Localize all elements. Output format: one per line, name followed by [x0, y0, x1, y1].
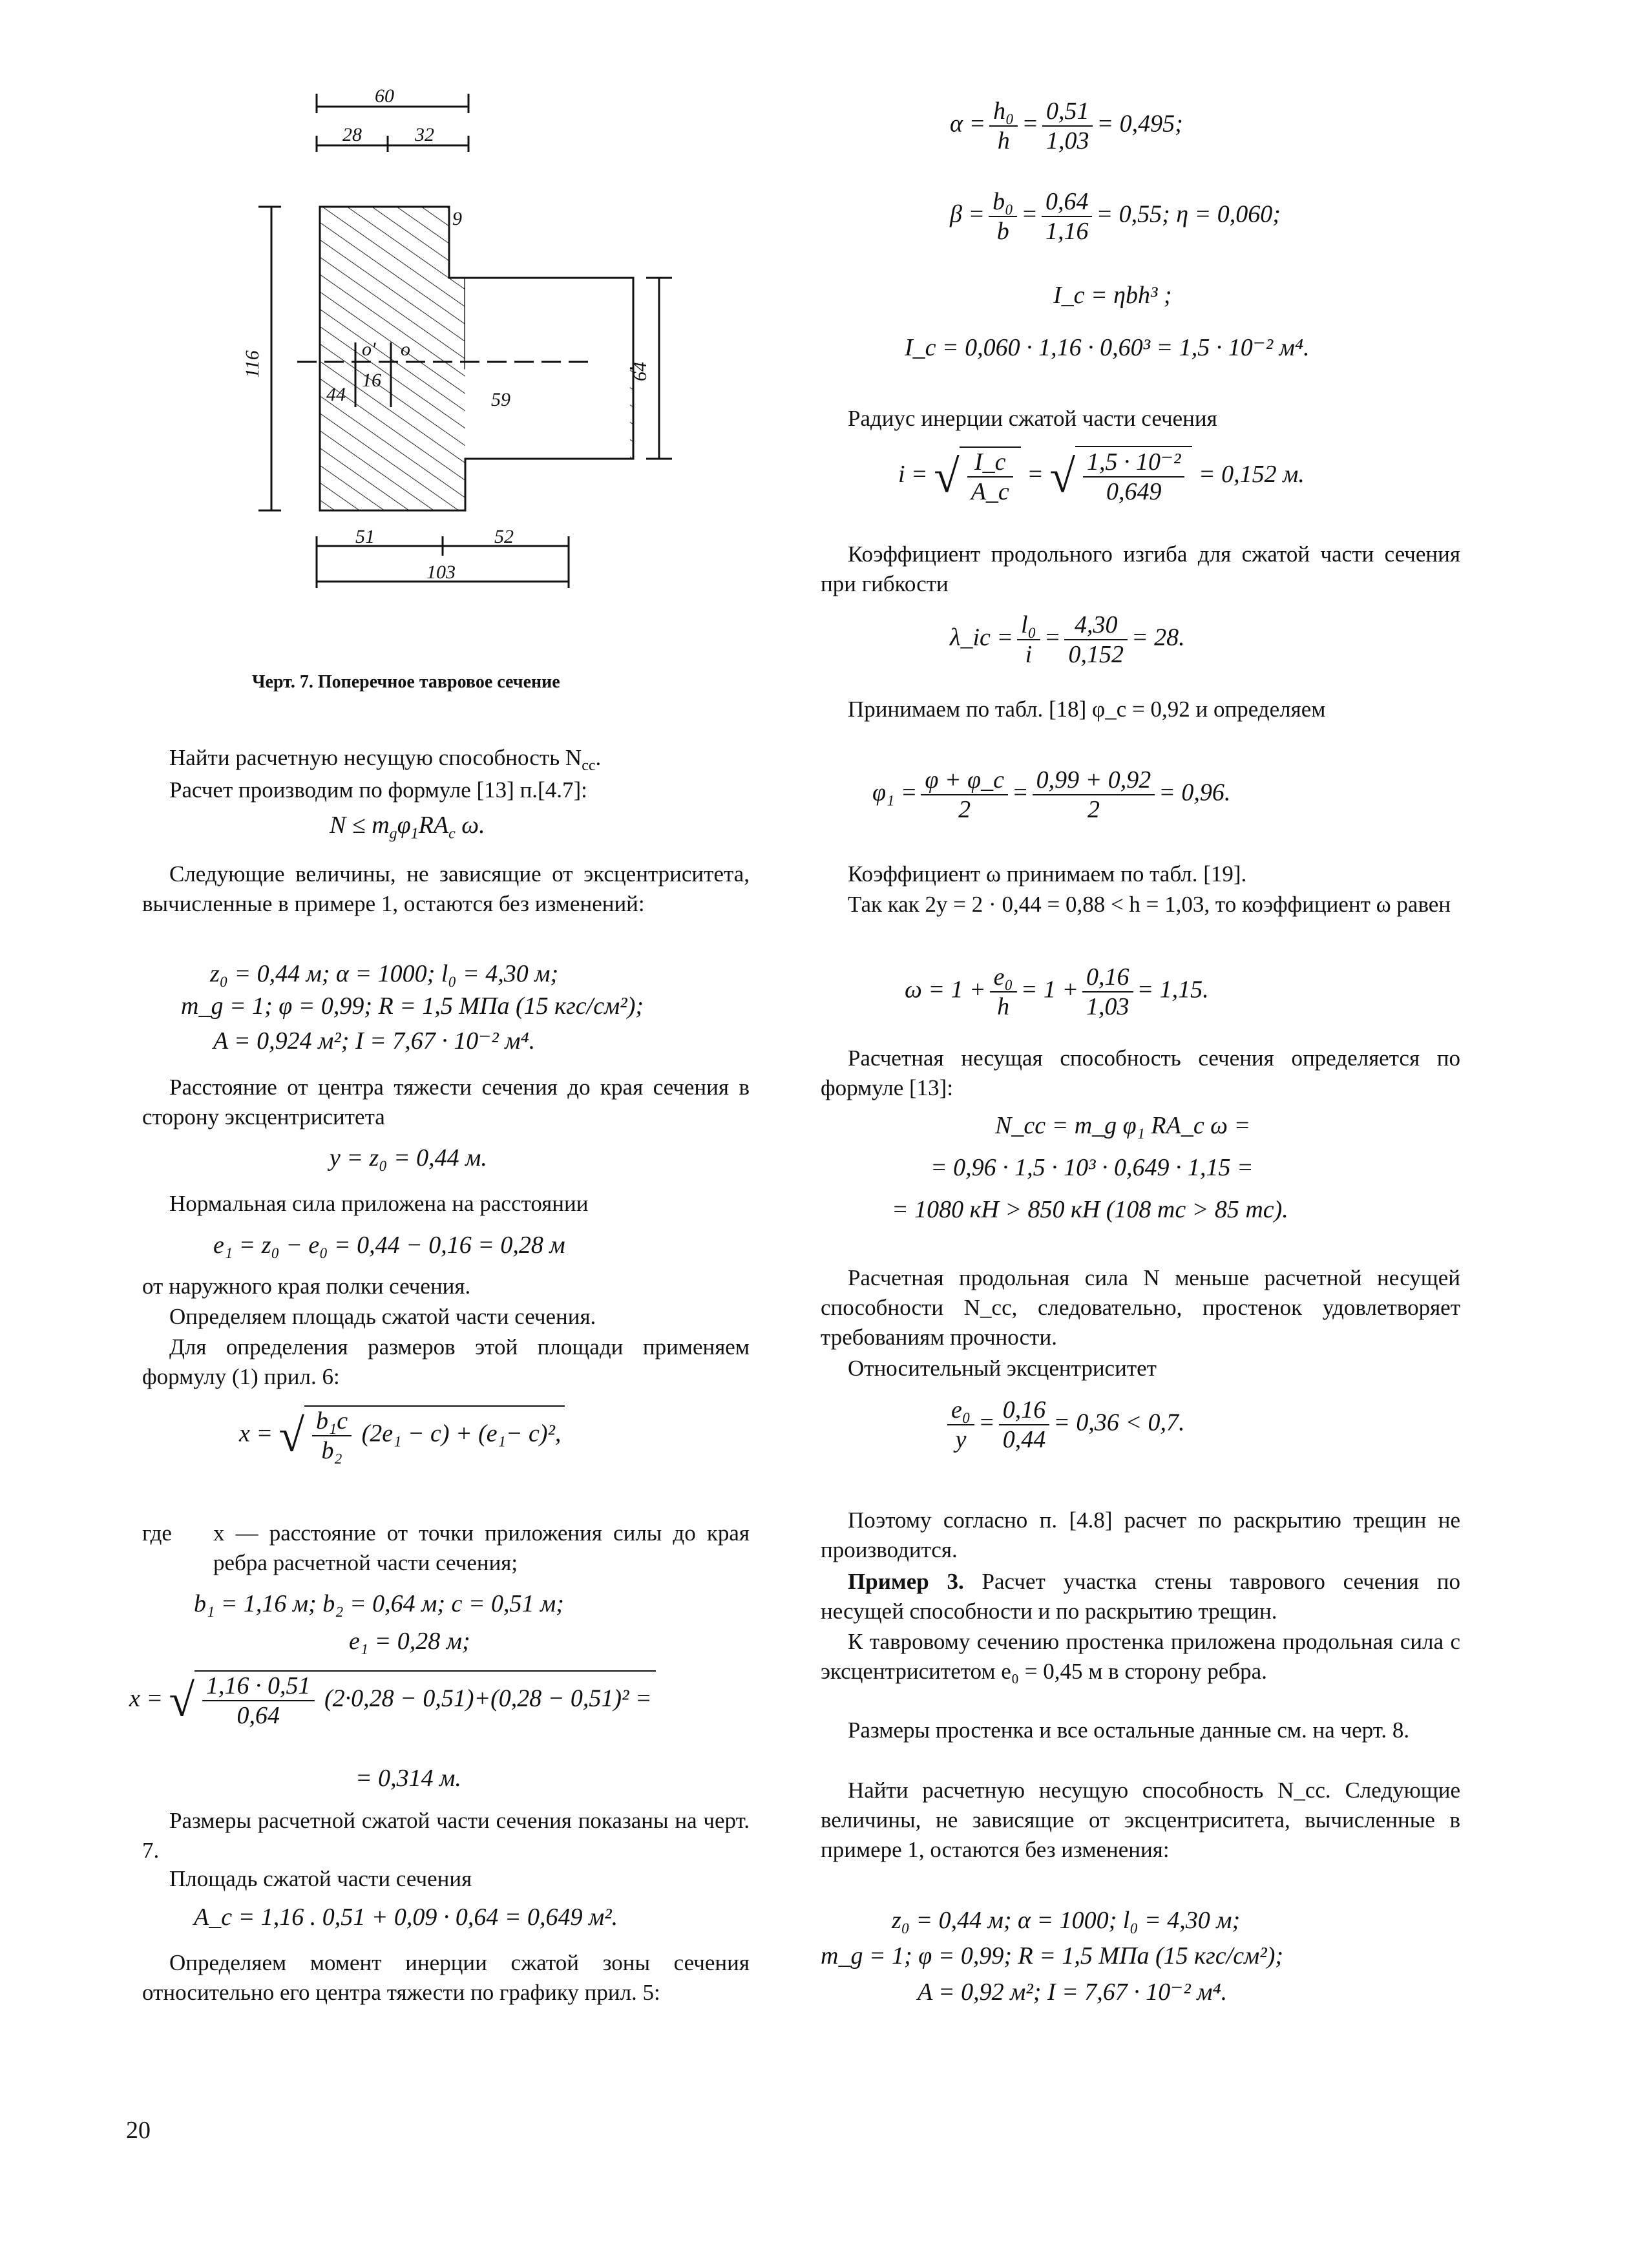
formula-x-numeric: x = √ $\frac{1,16 \cdot 0,51}{0,64}$ (2·0,28 − 0,51)+(0,28 − 0,51)² = [129, 1670, 656, 1730]
right-p13: Найти расчетную несущую способность N_cc. Следующие величины, не зависящие от эксцентриситета, вычисленные в примере 1, остаются без изменения: [821, 1778, 1460, 1862]
dim-top-small: 9 [452, 208, 462, 229]
right-values-2: m_g = 1; φ = 0,99; R = 1,5 МПа (15 кгс/см²); [821, 1942, 1284, 1969]
dim-bottom-total: 103 [426, 562, 456, 583]
formula-y: y = z₀ = 0,44 м. [330, 1144, 487, 1171]
dim-top-total: 60 [375, 85, 394, 107]
right-p1: Радиус инерции сжатой части сечения [848, 406, 1217, 431]
right-p6: Расчетная несущая способность сечения определяется по формуле [13]: [821, 1045, 1460, 1100]
right-p9: Поэтому согласно п. [4.8] расчет по раскрытию трещин не производится. [821, 1507, 1460, 1562]
formula-Ncc-3: = 1080 кН > 850 кН (108 тс > 85 тс). [892, 1196, 1288, 1223]
left-p9-label: где [142, 1520, 172, 1546]
left-values-2: m_g = 1; φ = 0,99; R = 1,5 МПа (15 кгс/см²); [181, 992, 644, 1020]
formula-Ac: A_c = 1,16 . 0,51 + 0,09 · 0,64 = 0,649 м². [194, 1904, 618, 1931]
dim-bottom-a: 51 [355, 526, 375, 547]
left-p8: Для определения размеров этой площади применяем формулу (1) прил. 6: [142, 1334, 750, 1389]
formula-phi1: φ₁ = $\frac{\varphi + \varphi\_c}{2}$ = $\frac{0,99 + 0,92}{2}$ = 0,96. [872, 766, 1231, 823]
formula-x: x = √ $\frac{\text{b₁c}}{\text{b₂}}$ (2e₁ − c) + (e₁− c)², [239, 1405, 565, 1465]
right-values-1: z₀ = 0,44 м; α = 1000; l₀ = 4,30 м; [892, 1907, 1241, 1934]
left-p6: от наружного края полки сечения. [142, 1274, 471, 1299]
dim-top-b: 32 [415, 124, 434, 145]
formula-lambda: λ_ic = $\frac{\text{l₀}}{i}$ = $\frac{4,30}{0,152}$ = 28. [950, 611, 1185, 668]
formula-Ic-numeric: I_c = 0,060 · 1,16 · 0,60³ = 1,5 · 10⁻² м⁴. [905, 334, 1310, 361]
dim-bottom-b: 52 [494, 526, 514, 547]
left-values-5: e₁ = 0,28 м; [349, 1628, 470, 1655]
left-p5: Нормальная сила приложена на расстоянии [169, 1191, 589, 1216]
formula-Ic: I_c = ηbh³ ; [1053, 282, 1172, 309]
right-values-3: A = 0,92 м²; I = 7,67 · 10⁻² м⁴. [918, 1979, 1228, 2006]
left-p9: x — расстояние от точки приложения силы до края ребра расчетной части сечения; [213, 1520, 750, 1575]
left-p7: Определяем площадь сжатой части сечения. [169, 1304, 596, 1329]
right-p4: Коэффициент ω принимаем по табл. [19]. [848, 861, 1247, 887]
dim-top-a: 28 [342, 124, 362, 145]
dim-height-total: 116 [242, 350, 263, 378]
formula-Ncc-2: = 0,96 · 1,5 · 10³ · 0,649 · 1,15 = [930, 1154, 1254, 1181]
left-p11: Площадь сжатой части сечения [169, 1866, 472, 1891]
right-p2: Коэффициент продольного изгиба для сжатой части сечения при гибкости [821, 541, 1460, 596]
left-values-1: z₀ = 0,44 м; α = 1000; l₀ = 4,30 м; [210, 960, 559, 987]
formula-Ncc-1: N_cc = m_g φ₁ RA_c ω = [995, 1112, 1251, 1139]
right-p8: Относительный эксцентриситет [848, 1356, 1157, 1381]
formula-omega: ω = 1 + $\frac{\text{e₀}}{h}$ = 1 + $\frac{0,16}{1,03}$ = 1,15. [905, 963, 1209, 1020]
left-values-4: b₁ = 1,16 м; b₂ = 0,64 м; c = 0,51 м; [194, 1590, 564, 1617]
formula-e1: e₁ = z₀ − e₀ = 0,44 − 0,16 = 0,28 м [213, 1232, 565, 1259]
formula-alpha: α = $\frac{\text{h₀}}{h}$ = $\frac{0,51}{1,03}$ = 0,495; [950, 98, 1183, 154]
left-p10: Размеры расчетной сжатой части сечения показаны на черт. 7. [142, 1808, 750, 1863]
right-p3: Принимаем по табл. [18] φ_c = 0,92 и определяем [848, 697, 1326, 722]
left-p2: Расчет производим по формуле [13] п.[4.7]: [169, 777, 587, 803]
right-p11: К тавровому сечению простенка приложена продольная сила с эксцентриситетом e₀ = 0,45 м в сторону ребра. [821, 1629, 1460, 1684]
page-number: 20 [126, 2117, 151, 2144]
formula-i: i = √ $\frac{I\_c}{A\_c}$ = √ $\frac{\text{1,5 · 10⁻²}}{0,649}$ = 0,152 м. [898, 446, 1305, 506]
right-p7: Расчетная продольная сила N меньше расчетной несущей способности N_cc, следовательно, простенок удовлетворяет требованиям прочности. [821, 1265, 1460, 1350]
formula-N: $N \le m_g\varphi_1RA_c$ ω. [330, 812, 485, 843]
dim-44: 44 [326, 384, 346, 405]
left-p3: Следующие величины, не зависящие от эксцентриситета, вычисленные в примере 1, остаются без изменений: [142, 861, 750, 916]
left-p4: Расстояние от центра тяжести сечения до края сечения в сторону эксцентриситета [142, 1075, 750, 1129]
figure-caption: Черт. 7. Поперечное тавровое сечение [252, 672, 560, 692]
right-p12: Размеры простенка и все остальные данные см. на черт. 8. [848, 1717, 1410, 1743]
t-section-figure [242, 84, 685, 601]
label-o: о [401, 339, 410, 360]
dim-59: 59 [491, 389, 510, 410]
left-p12: Определяем момент инерции сжатой зоны сечения относительно его центра тяжести по графику прил. 5: [142, 1950, 750, 2005]
formula-x-result: = 0,314 м. [355, 1765, 461, 1792]
formula-beta: β = $\frac{\text{b₀}}{b}$ = $\frac{0,64}{1,16}$ = 0,55; η = 0,060; [950, 188, 1281, 245]
right-p5: Так как 2y = 2 · 0,44 = 0,88 < h = 1,03, то коэффициент ω равен [848, 892, 1451, 917]
formula-eccentricity: $\frac{\text{e₀}}{y}$ = $\frac{0,16}{0,44}$ = 0,36 < 0,7. [943, 1396, 1185, 1454]
dim-height-right: 64 [629, 362, 651, 381]
label-o-prime: о' [362, 339, 376, 360]
left-values-3: A = 0,924 м²; I = 7,67 · 10⁻² м⁴. [213, 1027, 536, 1055]
right-p10: Пример 3. Расчет участка стены таврового сечения по несущей способности и по раскрытию трещин. [821, 1569, 1460, 1624]
left-p1: Найти расчетную несущую способность $N_{cc}$. [169, 745, 602, 774]
dim-16: 16 [362, 370, 381, 391]
